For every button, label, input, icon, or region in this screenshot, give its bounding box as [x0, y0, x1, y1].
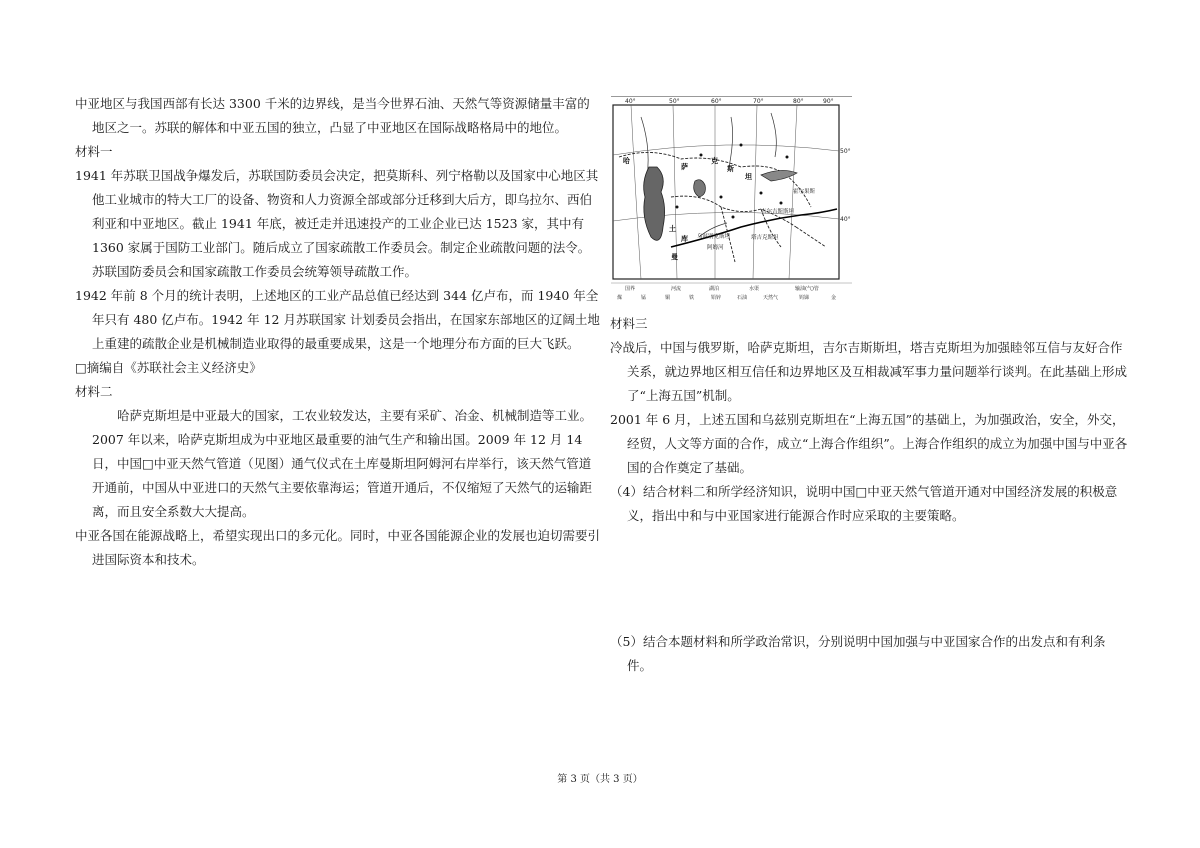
legend-tungsten-antimony: 钨锑: [799, 295, 810, 301]
map-char-sa: 萨: [681, 163, 688, 171]
lon-label-70: 70°: [753, 98, 764, 105]
lon-label-80: 80°: [793, 98, 804, 105]
map-char-ku: 库: [681, 235, 688, 243]
map-label-horgos: 霍尔果斯: [793, 189, 816, 195]
legend-copper: 铜: [665, 295, 671, 301]
material-one-paragraph-1: 1941 年苏联卫国战争爆发后，苏联国防委员会决定，把莫斯科、列宁格勒以及国家中心地区其他工业城市的特大工厂的设备、物资和人力资源全部或部分迁移到大后方，即乌拉尔、西伯利亚和中亚地区。截止 1941 年底，被迁走并迅速投产的工业企业已达 1523 家，其中有 1360 家属于国防工业部门。随后成立了国家疏散工作委员会。制定企业疏散问题的法令。苏联国防委员会和国家疏散工作委员会统筹领导疏散工作。: [75, 168, 599, 279]
map-char-ke: 克: [711, 157, 718, 165]
map-label-tajikistan: 塔吉克斯坦: [751, 235, 779, 241]
map-char-tu: 土: [669, 225, 676, 233]
lon-label-50: 50°: [669, 98, 680, 105]
legend-pipeline: 输油(气)管: [795, 286, 819, 292]
material-three-title: 材料三: [610, 316, 648, 331]
legend-coal: 煤: [617, 295, 623, 301]
legend-river: 河流: [671, 286, 682, 292]
material-two-title: 材料二: [75, 384, 113, 399]
map-label-uzbekistan: 乌兹别克斯坦: [697, 234, 731, 240]
legend-canal: 水渠: [749, 286, 760, 292]
legend-manganese: 锰: [641, 295, 647, 301]
material-two-paragraph-2: 中亚各国在能源战略上，希望实现出口的多元化。同时，中亚各国能源企业的发展也迫切需要引进国际资本和技术。: [75, 528, 601, 567]
question-5: （5）结合本题材料和所学政治常识，分别说明中国加强与中亚国家合作的出发点和有利条件。: [610, 634, 1106, 673]
material-one-paragraph-2: 1942 年前 8 个月的统计表明，上述地区的工业产品总值已经达到 344 亿卢布，而 1940 年全年只有 480 亿卢布。1942 年 12 月苏联国家 计划委员会指出，在国家东部地区的辽阔土地上重建的疏散企业是机械制造业取得的最重要成果，这是一个地理分布方面的巨大飞跃。: [75, 288, 600, 351]
map-label-kyrgyzstan: 吉尔吉斯斯坦: [761, 209, 795, 215]
lon-label-40: 40°: [625, 98, 636, 105]
lat-label-50: 50°: [840, 148, 851, 155]
page-footer: 第 3 页（共 3 页）: [557, 774, 643, 785]
material-one-title: 材料一: [75, 144, 113, 159]
legend-lake: 湖泊: [709, 286, 720, 292]
legend-lead-zinc: 铅锌: [711, 295, 722, 301]
intro-paragraph: 中亚地区与我国西部有长达 3300 千米的边界线，是当今世界石油、天然气等资源储量丰富的 地区之一。苏联的解体和中亚五国的独立，凸显了中亚地区在国际战略格局中的地位。: [75, 96, 590, 135]
legend-natural-gas: 天然气: [763, 295, 779, 301]
legend-oil: 石油: [737, 295, 748, 301]
map-label-amu-darya: 阿姆河: [707, 245, 724, 251]
lon-label-60: 60°: [711, 98, 722, 105]
material-three-paragraph-1: 冷战后，中国与俄罗斯，哈萨克斯坦，吉尔吉斯斯坦，塔吉克斯坦为加强睦邻互信与友好合作关系，就边界地区相互信任和边界地区及互相裁减军事力量问题举行谈判。在此基础上形成了“上海五国”机制。: [610, 340, 1128, 403]
material-three-paragraph-2: 2001 年 6 月，上述五国和乌兹别克斯坦在“上海五国”的基础上，为加强政治，安全，外交，经贸，人文等方面的合作，成立“上海合作组织”。上海合作组织的成立为加强中国与中亚各国的合作奠定了基础。: [610, 412, 1128, 475]
legend-iron: 铁: [689, 295, 695, 301]
map-char-tan: 坦: [745, 173, 752, 181]
lon-label-90: 90°: [823, 98, 834, 105]
legend-gold: 金: [831, 295, 837, 301]
material-one-source: □摘编自《苏联社会主义经济史》: [75, 360, 262, 375]
map-char-man: 曼: [671, 253, 678, 261]
central-asia-pipeline-map: [611, 96, 852, 301]
material-two-paragraph-1: 哈萨克斯坦是中亚最大的国家，工农业较发达，主要有采矿、冶金、机械制造等工业。2007 年以来，哈萨克斯坦成为中亚地区最重要的油气生产和输出国。2009 年 12 月 14 日，中国□中亚天然气管道（见图）通气仪式在土库曼斯坦阿姆河右岸举行，该天然气管道开通前，中国从中亚进口的天然气主要依靠海运；管道开通后，不仅缩短了天然气的运输距离，而且安全系数大大提高。: [92, 408, 593, 519]
lat-label-40: 40°: [840, 216, 851, 223]
right-column: [610, 312, 1130, 678]
left-column: [75, 92, 602, 572]
legend-border: 国界: [625, 286, 636, 292]
question-4: （4）结合材料二和所学经济知识，说明中国□中亚天然气管道开通对中国经济发展的积极意义，指出中和与中亚国家进行能源合作时应采取的主要策略。: [610, 484, 1118, 523]
map-char-si: 斯: [727, 165, 734, 173]
map-char-ha: 哈: [623, 157, 630, 165]
